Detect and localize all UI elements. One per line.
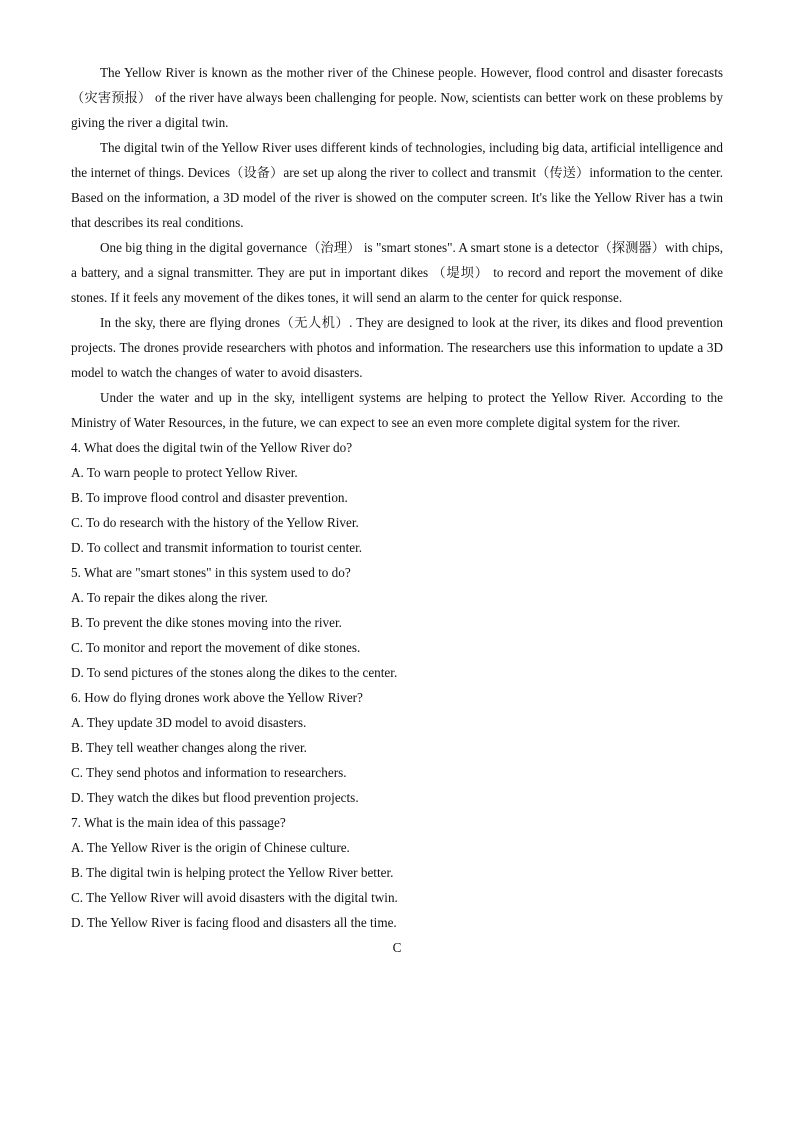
question-stem: 5. What are "smart stones" in this system used to do?: [71, 565, 351, 580]
question-4: [71, 435, 723, 560]
answer-option: B. The digital twin is helping protect the Yellow River better.: [71, 865, 394, 880]
answer-key: C: [392, 940, 402, 955]
passage-paragraph: Under the water and up in the sky, intelligent systems are helping to protect the Yellow River. According to the Ministry of Water Resources, in the future, we can expect to see an even more complete digital system for the river.: [71, 390, 723, 430]
answer-option: D. To collect and transmit information to tourist center.: [71, 540, 363, 555]
question-stem: 7. What is the main idea of this passage?: [71, 815, 286, 830]
answer-option: D. The Yellow River is facing flood and disasters all the time.: [71, 915, 397, 930]
question-stem: 4. What does the digital twin of the Yellow River do?: [71, 440, 353, 455]
answer-option: C. The Yellow River will avoid disasters with the digital twin.: [71, 890, 398, 905]
answer-option: A. To warn people to protect Yellow River.: [71, 465, 298, 480]
answer-option: B. They tell weather changes along the river.: [71, 740, 307, 755]
answer-option: C. They send photos and information to researchers.: [71, 765, 347, 780]
passage-paragraph: The Yellow River is known as the mother river of the Chinese people. However, flood control and disaster forecasts（灾害预报） of the river have always been challenging for people. Now, scientists can better work on these problems by giving the river a digital twin.: [71, 65, 723, 130]
answer-option: C. To monitor and report the movement of dike stones.: [71, 640, 361, 655]
passage-paragraph: One big thing in the digital governance（治理） is "smart stones". A smart stone is a detector（探测器）with chips, a battery, and a signal transmitter. They are put in important dikes （堤坝） to record and report the movement of dike stones. If it feels any movement of the dikes tones, it will send an alarm to the center for quick response.: [71, 240, 723, 305]
passage-paragraph: In the sky, there are flying drones（无人机）. They are designed to look at the river, its dikes and flood prevention projects. The drones provide researchers with photos and information. The researchers use this information to update a 3D model to watch the changes of water to avoid disasters.: [71, 315, 723, 380]
answer-option: D. They watch the dikes but flood prevention projects.: [71, 790, 359, 805]
question-7: [71, 810, 723, 935]
reading-passage: [71, 60, 723, 435]
question-stem: 6. How do flying drones work above the Yellow River?: [71, 690, 363, 705]
answer-option: D. To send pictures of the stones along the dikes to the center.: [71, 665, 398, 680]
answer-option: A. The Yellow River is the origin of Chinese culture.: [71, 840, 350, 855]
answer-option: C. To do research with the history of the Yellow River.: [71, 515, 359, 530]
passage-paragraph: The digital twin of the Yellow River uses different kinds of technologies, including big data, artificial intelligence and the internet of things. Devices（设备）are set up along the river to collect and transmit（传送）information to the center. Based on the information, a 3D model of the river is showed on the computer screen. It's like the Yellow River has a twin that describes its real conditions.: [71, 140, 723, 230]
answer-option: B. To improve flood control and disaster prevention.: [71, 490, 348, 505]
question-6: [71, 685, 723, 810]
answer-option: B. To prevent the dike stones moving into the river.: [71, 615, 342, 630]
answer-option: A. They update 3D model to avoid disasters.: [71, 715, 307, 730]
answer-option: A. To repair the dikes along the river.: [71, 590, 268, 605]
question-5: [71, 560, 723, 685]
